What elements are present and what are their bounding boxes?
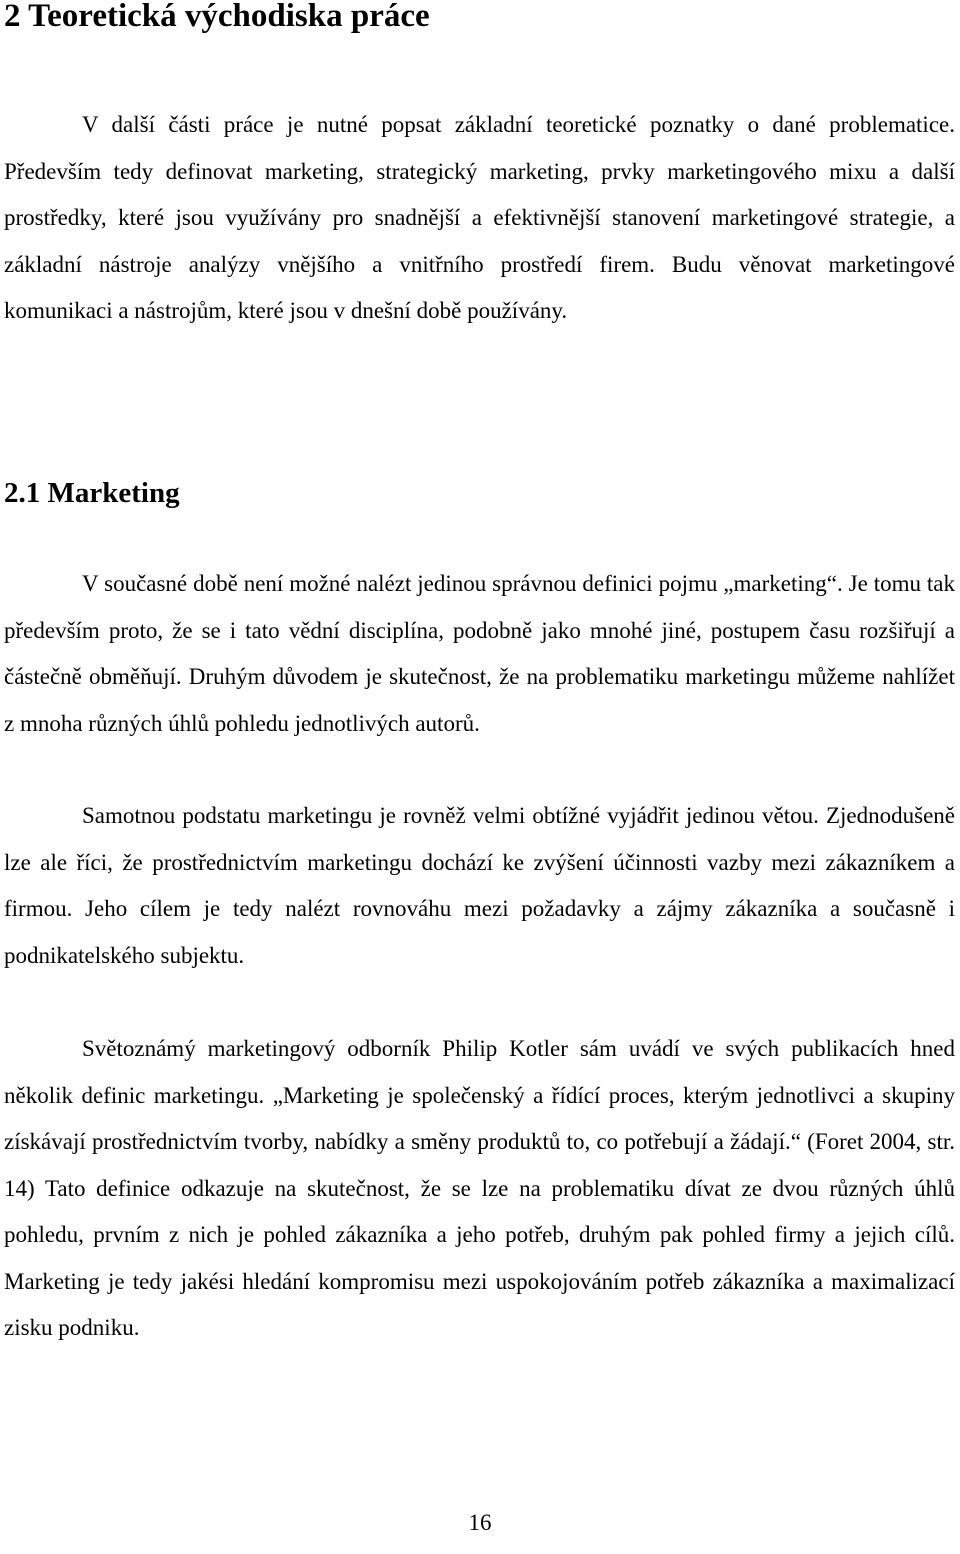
section-heading: 2.1 Marketing [4, 477, 180, 509]
section-paragraph: Světoznámý marketingový odborník Philip Kotler sám uvádí ve svých publikacích hned několik definic marketingu. „Marketing je společenský a řídící proces, kterým jednotlivci a skupiny získávají prostřednictvím tvorby, nabídky a směny produktů to, co potřebují a žádají.“ (Foret 2004, str. 14) Tato definice odkazuje na skutečnost, že se lze na problematiku dívat ze dvou různých úhlů pohledu, prvním z nich je pohled zákazníka a jeho potřeb, druhým pak pohled firmy a jejich cílů. Marketing je tedy jakési hledání kompromisu mezi uspokojováním potřeb zákazníka a maximalizací zisku podniku. [4, 1036, 955, 1340]
section-paragraph: Samotnou podstatu marketingu je rovněž velmi obtížné vyjádřit jedinou větou. Zjednodušeně lze ale říci, že prostřednictvím marketingu dochází ke zvýšení účinnosti vazby mezi zákazníkem a firmou. Jeho cílem je tedy nalézt rovnováhu mezi požadavky a zájmy zákazníka a současně i podnikatelského subjektu. [4, 803, 955, 968]
page-number: 16 [468, 1510, 492, 1535]
section-paragraph: V současné době není možné nalézt jedinou správnou definici pojmu „marketing“. Je tomu tak především proto, že se i tato vědní disciplína, podobně jako mnohé jiné, postupem času rozšiřují a částečně obměňují. Druhým důvodem je skutečnost, že na problematiku marketingu můžeme nahlížet z mnoha různých úhlů pohledu jednotlivých autorů. [4, 571, 955, 736]
chapter-heading: 2 Teoretická východiska práce [4, 0, 430, 34]
intro-paragraph: V další části práce je nutné popsat základní teoretické poznatky o dané problematice. Především tedy definovat marketing, strategický marketing, prvky marketingového mixu a další prostředky, které jsou využívány pro snadnější a efektivnější stanovení marketingové strategie, a základní nástroje analýzy vnějšího a vnitřního prostředí firem. Budu věnovat marketingové komunikaci a nástrojům, které jsou v dnešní době používány. [4, 112, 955, 323]
